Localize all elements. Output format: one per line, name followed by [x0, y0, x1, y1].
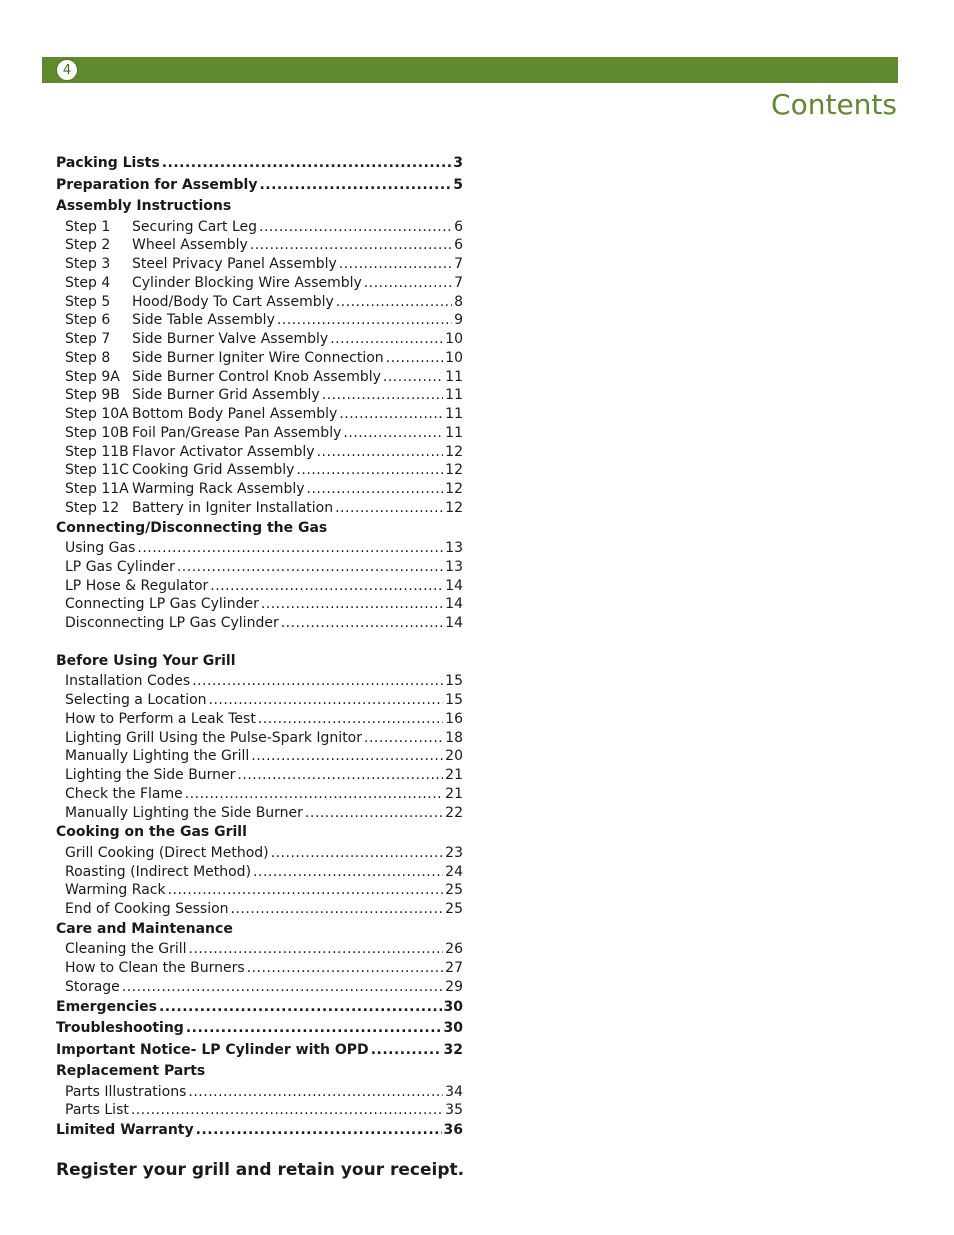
toc-leader-dots [271, 844, 444, 863]
toc-leader-dots [192, 672, 443, 691]
toc-leader-dots [185, 785, 443, 804]
toc-entry [56, 595, 463, 614]
toc-entry-title: Using Gas [65, 540, 136, 556]
toc-page-number: 5 [453, 176, 463, 193]
toc-entry-title [65, 461, 294, 480]
toc-leader-dots [251, 747, 443, 766]
toc-entry-title [65, 349, 384, 368]
toc-entry [56, 978, 463, 997]
toc-page-number: 30 [443, 998, 463, 1015]
toc-leader-dots [177, 558, 443, 577]
toc-section-heading [56, 919, 463, 941]
toc-page-number: 21 [445, 767, 463, 783]
toc-leader-dots [237, 766, 443, 785]
toc-page-number: 25 [445, 882, 463, 899]
toc-leader-dots [343, 424, 443, 443]
toc-heading-text: Cooking on the Gas Grill [56, 824, 247, 841]
toc-step-label: Step 9B [65, 387, 120, 404]
toc-page-number: 23 [445, 844, 463, 861]
toc-page-number: 11 [445, 387, 463, 404]
toc-page-number: 29 [445, 978, 463, 995]
toc-page-number: 6 [454, 237, 463, 254]
toc-leader-dots [209, 691, 444, 710]
toc-leader-dots [296, 461, 443, 480]
toc-leader-dots [317, 443, 444, 462]
toc-section-heading [56, 651, 463, 673]
toc-entry-title [65, 424, 341, 443]
toc-entry-title: Packing Lists [56, 155, 160, 171]
toc-entry-title [65, 480, 305, 499]
toc-entry-title [65, 368, 381, 387]
toc-step-label: Step 3 [65, 256, 111, 272]
toc-entry-title [65, 499, 333, 518]
toc-entry [56, 293, 463, 312]
toc-entry-title: Lighting Grill Using the Pulse-Spark Ignitor [65, 729, 363, 746]
toc-entry [56, 844, 463, 863]
page-number-badge: 4 [56, 59, 78, 81]
toc-leader-dots [335, 499, 443, 518]
toc-entry-title: Grill Cooking (Direct Method) [65, 844, 269, 861]
toc-page-number: 21 [445, 785, 463, 802]
toc-step-title: Securing Cart Leg [132, 218, 258, 235]
toc-section-heading [56, 1061, 463, 1083]
toc-main-entry [56, 997, 463, 1019]
toc-entry [56, 386, 463, 405]
page-title: Contents [771, 88, 897, 121]
toc-page-number: 27 [445, 960, 463, 976]
toc-entry [56, 349, 463, 368]
toc-leader-dots [364, 274, 452, 293]
footer-note: Register your grill and retain your receipt. [56, 1160, 465, 1180]
toc-entry [56, 729, 463, 748]
toc-leader-dots [307, 480, 444, 499]
toc-heading-text: Assembly Instructions [56, 198, 232, 214]
toc-leader-dots [322, 386, 443, 405]
toc-leader-dots [336, 293, 452, 312]
toc-entry-title: Warming Rack [65, 882, 166, 899]
toc-entry-title: Preparation for Assembly [56, 176, 258, 193]
toc-entry [56, 863, 463, 882]
toc-page-number: 6 [454, 218, 463, 235]
toc-step-label: Step 2 [65, 237, 111, 254]
toc-page-number: 12 [445, 462, 463, 479]
toc-entry [56, 424, 463, 443]
toc-entry-title: LP Hose & Regulator [65, 577, 209, 594]
toc-heading-text: Connecting/Disconnecting the Gas [56, 519, 328, 536]
toc-step-label: Step 11C [65, 462, 129, 479]
toc-entry-title [65, 405, 337, 424]
toc-page-number: 7 [454, 274, 463, 291]
toc-step-label: Step 9A [65, 368, 120, 385]
toc-entry-title [65, 255, 337, 274]
toc-leader-dots [162, 153, 452, 175]
toc-entry [56, 804, 463, 823]
toc-step-title: Warming Rack Assembly [132, 481, 305, 497]
toc-entry-title [65, 218, 257, 237]
toc-entry [56, 900, 463, 919]
toc-step-title: Side Burner Valve Assembly [132, 331, 329, 347]
toc-spacer [56, 633, 463, 651]
toc-page-number: 14 [445, 596, 463, 613]
toc-page-number: 12 [445, 481, 463, 497]
toc-step-label: Step 5 [65, 293, 111, 310]
toc-section-heading [56, 196, 463, 218]
toc-page-number: 10 [445, 349, 463, 366]
toc-entry [56, 499, 463, 518]
toc-leader-dots [339, 255, 452, 274]
toc-leader-dots [305, 804, 443, 823]
toc-step-title: Cooking Grid Assembly [132, 462, 295, 479]
toc-page-number: 25 [445, 901, 463, 917]
toc-page-number: 32 [443, 1041, 463, 1058]
toc-entry-title [65, 443, 315, 462]
toc-entry [56, 766, 463, 785]
toc-entry-title [65, 274, 362, 293]
toc-leader-dots [137, 539, 443, 558]
toc-page-number: 16 [445, 710, 463, 727]
toc-leader-dots [250, 236, 452, 255]
toc-page-number: 11 [445, 424, 463, 441]
toc-page-number: 18 [445, 729, 463, 746]
toc-entry-title: Check the Flame [65, 785, 183, 802]
toc-step-title: Battery in Igniter Installation [132, 499, 334, 516]
toc-leader-dots [371, 1040, 442, 1062]
toc-leader-dots [259, 218, 452, 237]
toc-leader-dots [159, 997, 442, 1019]
toc-entry-title: Storage [65, 978, 120, 995]
toc-entry [56, 785, 463, 804]
toc-page-number: 24 [445, 863, 463, 880]
toc-page-number: 13 [445, 540, 463, 556]
toc-entry [56, 274, 463, 293]
toc-page-number: 26 [445, 941, 463, 958]
toc-step-title: Side Burner Control Knob Assembly [132, 368, 381, 385]
toc-entry-title: Roasting (Indirect Method) [65, 863, 252, 880]
toc-page-number: 13 [445, 558, 463, 575]
toc-entry [56, 577, 463, 596]
toc-entry-title: Selecting a Location [65, 692, 207, 708]
toc-page-number: 11 [445, 368, 463, 385]
toc-step-label: Step 1 [65, 218, 111, 235]
toc-entry [56, 881, 463, 900]
toc-entry-title: Cleaning the Grill [65, 941, 187, 958]
toc-page-number: 22 [445, 804, 463, 821]
toc-entry [56, 255, 463, 274]
toc-entry [56, 614, 463, 633]
toc-entry-title: End of Cooking Session [65, 901, 229, 917]
toc-section-heading [56, 822, 463, 844]
toc-entry-title: LP Gas Cylinder [65, 558, 175, 575]
toc-leader-dots [277, 311, 452, 330]
toc-leader-dots [259, 175, 451, 197]
toc-page-number: 34 [445, 1083, 463, 1100]
toc-main-entry [56, 175, 463, 197]
toc-step-title: Steel Privacy Panel Assembly [132, 256, 337, 272]
toc-entry-title: Troubleshooting [56, 1020, 184, 1036]
toc-step-title: Flavor Activator Assembly [132, 443, 315, 460]
toc-entry-title: Limited Warranty [56, 1122, 194, 1138]
toc-page-number: 35 [445, 1102, 463, 1119]
toc-main-entry [56, 1018, 463, 1040]
toc-leader-dots [131, 1101, 443, 1120]
table-of-contents [56, 153, 463, 1142]
toc-step-label: Step 6 [65, 312, 111, 329]
toc-step-title: Bottom Body Panel Assembly [132, 406, 338, 422]
toc-step-title: Cylinder Blocking Wire Assembly [132, 274, 362, 291]
toc-entry-title: Parts List [65, 1102, 129, 1119]
toc-page-number: 14 [445, 615, 463, 631]
toc-entry-title: How to Clean the Burners [65, 960, 245, 976]
toc-heading-text: Replacement Parts [56, 1063, 206, 1079]
toc-entry [56, 691, 463, 710]
toc-leader-dots [188, 1083, 443, 1102]
toc-step-label: Step 12 [65, 499, 120, 516]
toc-entry-title [65, 236, 248, 255]
toc-page-number: 14 [445, 577, 463, 594]
toc-page-number: 15 [445, 673, 463, 690]
toc-entry-title: Connecting LP Gas Cylinder [65, 596, 259, 613]
toc-step-label: Step 10A [65, 406, 129, 422]
toc-main-entry [56, 1040, 463, 1062]
toc-page-number: 12 [445, 499, 463, 516]
toc-main-entry [56, 153, 463, 175]
toc-entry [56, 480, 463, 499]
toc-page-number: 11 [445, 406, 463, 422]
toc-step-title: Side Burner Igniter Wire Connection [132, 349, 384, 366]
toc-entry [56, 672, 463, 691]
toc-entry [56, 368, 463, 387]
toc-step-label: Step 8 [65, 349, 111, 366]
toc-leader-dots [168, 881, 444, 900]
toc-page-number: 20 [445, 748, 463, 765]
toc-entry-title: Emergencies [56, 998, 157, 1015]
toc-heading-text: Care and Maintenance [56, 920, 233, 937]
toc-main-entry [56, 1120, 463, 1142]
toc-step-title: Side Burner Grid Assembly [132, 387, 320, 404]
toc-section-heading [56, 518, 463, 540]
toc-entry [56, 405, 463, 424]
toc-entry [56, 558, 463, 577]
toc-entry-title: Disconnecting LP Gas Cylinder [65, 615, 279, 631]
toc-page-number: 3 [453, 155, 463, 171]
toc-entry-title [65, 293, 334, 312]
toc-page-number: 15 [445, 692, 463, 708]
toc-entry [56, 710, 463, 729]
toc-leader-dots [231, 900, 444, 919]
toc-entry [56, 959, 463, 978]
toc-step-label: Step 7 [65, 331, 111, 347]
toc-entry [56, 236, 463, 255]
toc-entry [56, 1083, 463, 1102]
header-bar [42, 57, 898, 83]
toc-step-label: Step 10B [65, 424, 129, 441]
toc-entry [56, 940, 463, 959]
toc-entry [56, 218, 463, 237]
toc-entry [56, 1101, 463, 1120]
toc-step-title: Foil Pan/Grease Pan Assembly [132, 424, 342, 441]
toc-leader-dots [247, 959, 444, 978]
toc-entry [56, 311, 463, 330]
toc-entry-title: Manually Lighting the Grill [65, 748, 250, 765]
toc-leader-dots [261, 595, 443, 614]
toc-entry [56, 443, 463, 462]
toc-entry-title [65, 386, 320, 405]
toc-page-number: 12 [445, 443, 463, 460]
toc-page-number: 7 [454, 256, 463, 272]
toc-step-title: Hood/Body To Cart Assembly [132, 293, 334, 310]
toc-page-number: 9 [454, 312, 463, 329]
toc-leader-dots [281, 614, 443, 633]
toc-page-number: 8 [454, 293, 463, 310]
toc-entry-title: Installation Codes [65, 673, 191, 690]
toc-leader-dots [186, 1018, 442, 1040]
toc-entry-title [65, 311, 275, 330]
toc-leader-dots [383, 368, 443, 387]
toc-leader-dots [330, 330, 443, 349]
toc-entry [56, 747, 463, 766]
toc-entry-title: Parts Illustrations [65, 1083, 187, 1100]
toc-leader-dots [386, 349, 444, 368]
toc-leader-dots [189, 940, 444, 959]
toc-entry [56, 539, 463, 558]
toc-entry-title: Important Notice- LP Cylinder with OPD [56, 1041, 369, 1058]
toc-leader-dots [364, 729, 443, 748]
toc-heading-text: Before Using Your Grill [56, 652, 236, 669]
toc-step-label: Step 11B [65, 443, 129, 460]
toc-leader-dots [210, 577, 443, 596]
toc-leader-dots [339, 405, 443, 424]
toc-page-number: 10 [445, 331, 463, 347]
toc-entry-title: How to Perform a Leak Test [65, 710, 256, 727]
toc-leader-dots [196, 1120, 442, 1142]
toc-leader-dots [122, 978, 443, 997]
toc-step-title: Wheel Assembly [132, 237, 248, 254]
toc-step-label: Step 11A [65, 481, 129, 497]
toc-entry [56, 461, 463, 480]
toc-entry [56, 330, 463, 349]
toc-leader-dots [258, 710, 443, 729]
toc-leader-dots [253, 863, 443, 882]
toc-page-number: 30 [443, 1020, 463, 1036]
toc-entry-title: Lighting the Side Burner [65, 767, 236, 783]
toc-page-number: 36 [443, 1122, 463, 1138]
toc-entry-title: Manually Lighting the Side Burner [65, 804, 303, 821]
toc-entry-title [65, 330, 328, 349]
toc-step-title: Side Table Assembly [132, 312, 275, 329]
toc-step-label: Step 4 [65, 274, 111, 291]
